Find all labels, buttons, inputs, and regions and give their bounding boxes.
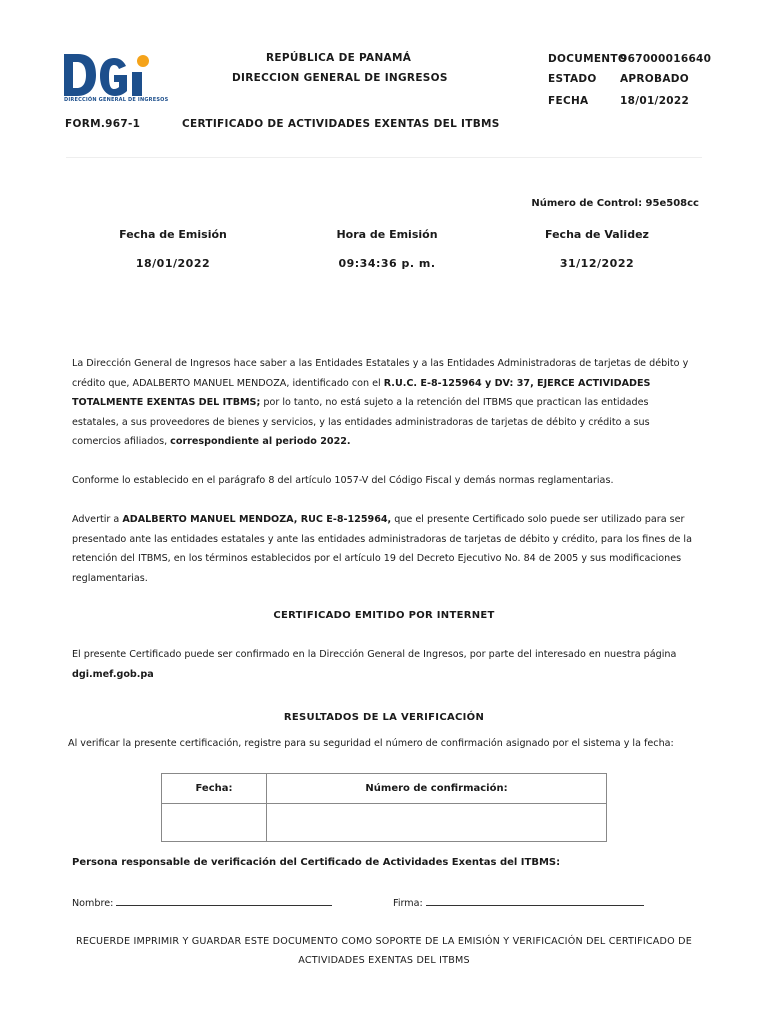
- p3-text-a: Advertir a: [72, 514, 123, 525]
- warning-paragraph: [72, 510, 698, 588]
- control-number: Número de Control: 95e508cc: [531, 198, 699, 209]
- name-field: [72, 896, 332, 909]
- validity-date-label: Fecha de Validez: [545, 228, 649, 241]
- name-line[interactable]: [116, 896, 332, 906]
- p3-text-c: que el presente Certificado solo puede ser utilizado para ser presentado ante las entidades estatales y ante las entidades administradoras de tarjetas de débito y crédito, para los fines de la retención del ITBMS, en los términos establecidos por el artículo 19 del Decreto Ejecutivo No. 84 de 2005 y sus modificaciones reglamentarias.: [72, 514, 692, 584]
- signature-line[interactable]: [426, 896, 644, 906]
- table-cell-confirmation[interactable]: [267, 804, 607, 842]
- p3-name-bold: ADALBERTO MANUEL MENDOZA, RUC E-8-125964,: [122, 514, 392, 525]
- form-number: FORM.967-1: [65, 118, 141, 130]
- table-header-date: Fecha:: [162, 774, 267, 804]
- validity-date-value: 31/12/2022: [559, 257, 635, 270]
- fecha-value: 18/01/2022: [620, 95, 690, 107]
- confirmation-paragraph: [72, 645, 698, 684]
- signature-label: Firma:: [393, 898, 423, 909]
- internet-certificate-heading: CERTIFICADO EMITIDO POR INTERNET: [273, 610, 495, 621]
- estado-label: ESTADO: [548, 73, 597, 85]
- emission-date-value: 18/01/2022: [135, 257, 211, 270]
- estado-value: APROBADO: [620, 73, 690, 85]
- logo-subtitle: DIRECCIÓN GENERAL DE INGRESOS: [64, 97, 169, 103]
- emission-time-value: 09:34:36 p. m.: [338, 257, 436, 270]
- emission-date-label: Fecha de Emisión: [119, 228, 227, 241]
- republic-heading: REPÚBLICA DE PANAMÁ: [266, 52, 412, 64]
- table-cell-date[interactable]: [162, 804, 267, 842]
- documento-value: 967000016640: [620, 53, 712, 65]
- responsible-person-heading: Persona responsable de verificación del Certificado de Actividades Exentas del ITBMS:: [72, 857, 561, 868]
- p1-ruc-bold: R.U.C. E-8-125964 y DV: 37, EJERCE ACTIVIDADES TOTALMENTE EXENTAS DEL ITBMS;: [72, 377, 651, 408]
- documento-label: DOCUMENTO: [548, 53, 628, 65]
- website-link[interactable]: dgi.mef.gob.pa: [72, 668, 154, 680]
- certification-paragraph: [72, 354, 698, 452]
- name-label: Nombre:: [72, 898, 114, 909]
- verification-heading: RESULTADOS DE LA VERIFICACIÓN: [283, 712, 485, 723]
- p1-text-a: La Dirección General de Ingresos hace saber a las Entidades Estatales y a las Entidades Administradoras de tarjetas de débito y crédito que, ADALBERTO MANUEL MENDOZA, identificado con el: [72, 358, 689, 389]
- legal-basis-paragraph: Conforme lo establecido en el parágrafo 8 del artículo 1057-V del Código Fiscal y demás normas reglamentarias.: [72, 475, 614, 486]
- emission-time-label: Hora de Emisión: [336, 228, 438, 241]
- p1-period-bold: correspondiente al periodo 2022.: [170, 436, 351, 447]
- header-divider: [66, 157, 702, 158]
- certificate-title: CERTIFICADO DE ACTIVIDADES EXENTAS DEL ITBMS: [182, 118, 500, 130]
- fecha-label: FECHA: [548, 95, 589, 107]
- verification-table: [161, 773, 607, 842]
- footer-reminder: RECUERDE IMPRIMIR Y GUARDAR ESTE DOCUMENTO COMO SOPORTE DE LA EMISIÓN Y VERIFICACIÓN DEL CERTIFICADO DE ACTIVIDADES EXENTAS DEL ITBMS: [75, 936, 692, 966]
- p4-text-a: El presente Certificado puede ser confirmado en la Dirección General de Ingresos, por parte del interesado en nuestra página: [72, 649, 677, 660]
- agency-heading: DIRECCION GENERAL DE INGRESOS: [232, 72, 448, 84]
- verification-instructions: Al verificar la presente certificación, registre para su seguridad el número de confirmación asignado por el sistema y la fecha:: [68, 738, 674, 749]
- p1-text-c: por lo tanto, no está sujeto a la retención del ITBMS que practican las entidades estatales, a sus proveedores de bienes y servicios, y las entidades administradoras de tarjetas de débito y crédito a sus comercios afiliados,: [72, 397, 650, 447]
- signature-field: [393, 896, 644, 909]
- table-header-confirmation: Número de confirmación:: [267, 774, 607, 804]
